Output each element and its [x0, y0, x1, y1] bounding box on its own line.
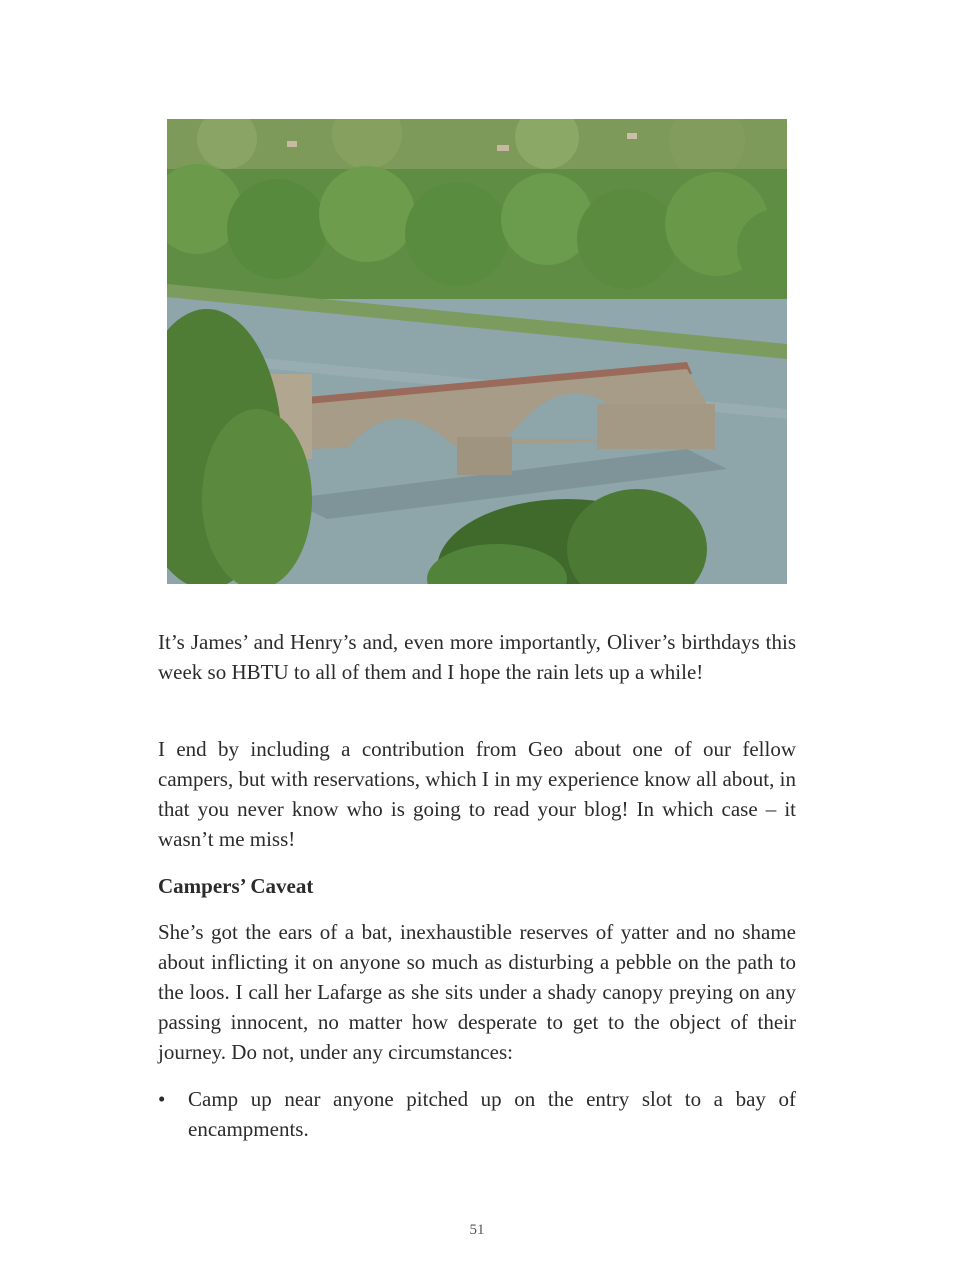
page-number: 51 [469, 1222, 485, 1238]
paragraph-lafarge [158, 917, 796, 1083]
bridge-photo [167, 119, 787, 584]
bullet-icon: • [158, 1087, 166, 1111]
paragraph-birthdays [158, 627, 796, 703]
bullet-list [158, 1084, 796, 1144]
paragraph-text: I end by including a contribution from Geo about one of our fellow campers, but with reservations, which I in my experience know all about, in that you never know who is going to read your blog! In which case – it wasn’t me miss! [158, 737, 796, 851]
paragraph-text: She’s got the ears of a bat, inexhaustible reserves of yatter and no shame about inflicting it on anyone so much as disturbing a pebble on the path to the loos. I call her Lafarge as she sits under a shady canopy preying on any passing innocent, no matter how desperate to get to the object of their journey. Do not, under any circumstances: [158, 920, 796, 1064]
bridge-photo-illustration [167, 119, 787, 584]
paragraph-text: It’s James’ and Henry’s and, even more importantly, Oliver’s birthdays this week so HBTU to all of them and I hope the rain lets up a while! [158, 630, 796, 684]
paragraph-contribution [158, 734, 796, 870]
list-item [158, 1084, 796, 1144]
section-heading: Campers’ Caveat [158, 874, 314, 898]
list-item-text: Camp up near anyone pitched up on the entry slot to a bay of encampments. [188, 1087, 796, 1141]
